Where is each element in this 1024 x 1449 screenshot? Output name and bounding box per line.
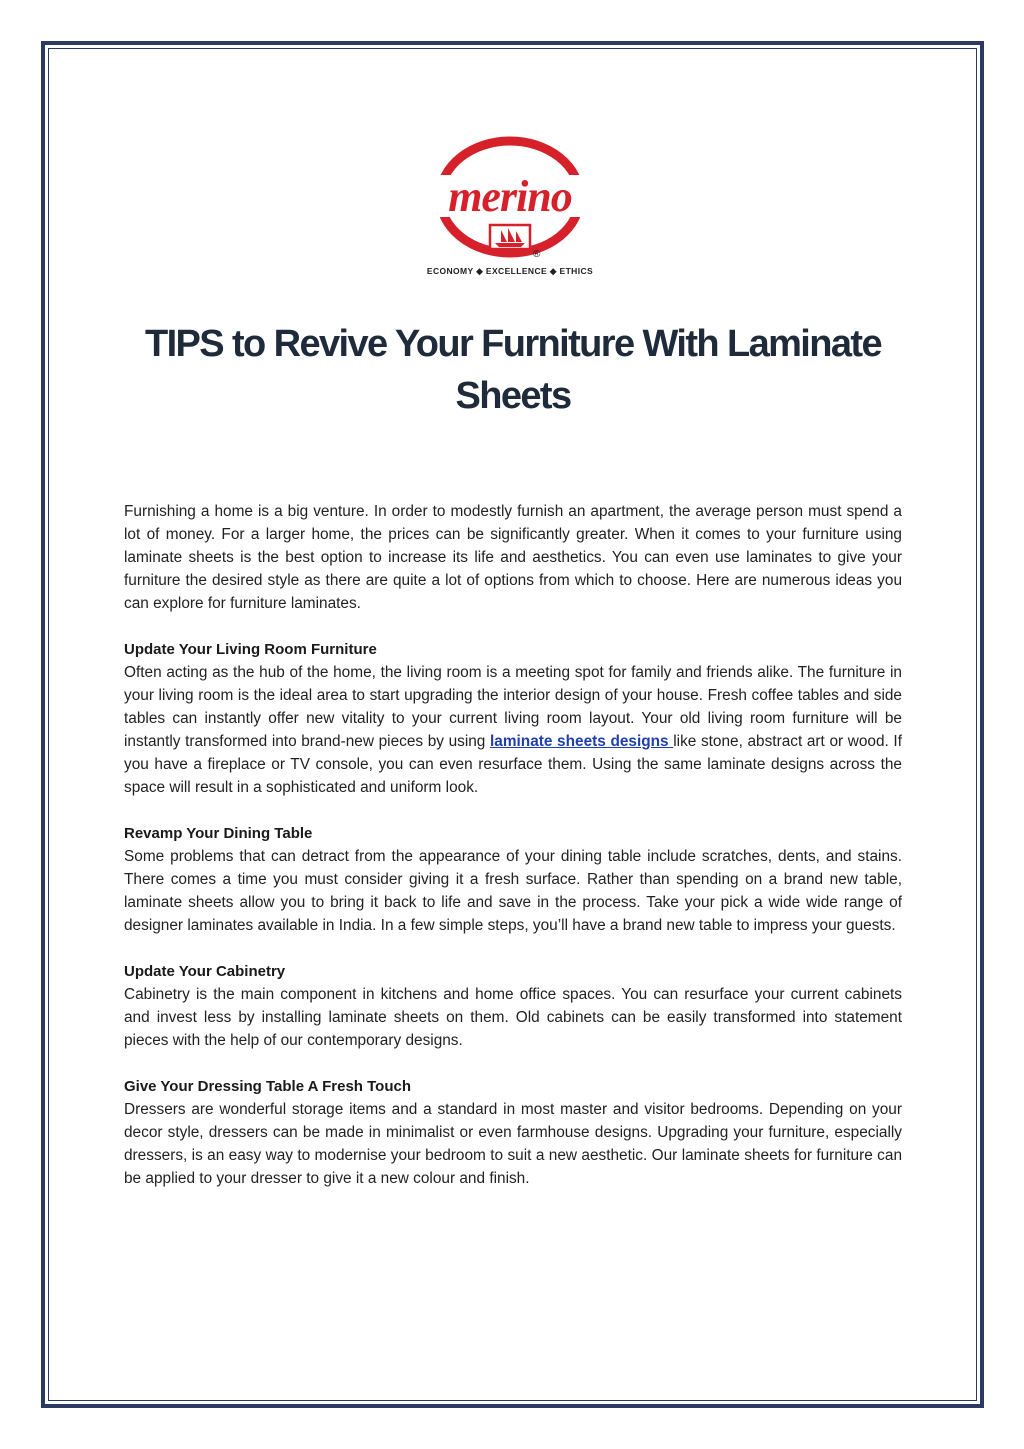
paragraph-text: Often acting as the hub of the home, the living room is a meeting spot for family and friends alike. The furniture in your living room is the ideal area to start upgrading the interior design of your house. Fresh coffee tables and side tables can instantly offer new vitality to your current living room layout. Your old living room furniture will be instantly transformed into brand-new pieces by using xyxy=(124,664,902,750)
merino-logo xyxy=(405,135,615,285)
section-heading: Revamp Your Dining Table xyxy=(124,825,313,842)
laminate-sheets-designs-link[interactable]: laminate sheets designs xyxy=(490,733,674,750)
registered-mark: ® xyxy=(533,249,541,260)
logo-wordmark: merino xyxy=(448,172,572,221)
section-paragraph: Cabinetry is the main component in kitchens and home office spaces. You can resurface your current cabinets and invest less by installing laminate sheets on them. Old cabinets can be easily transformed into statement pieces with the help of our contemporary designs. xyxy=(124,986,902,1049)
section-living-room xyxy=(124,638,902,799)
logo-tagline: ECONOMY ◆ EXCELLENCE ◆ ETHICS xyxy=(426,266,594,276)
section-paragraph: Dressers are wonderful storage items and a standard in most master and visitor bedrooms. Depending on your decor style, dressers can be made in minimalist or even farmhouse designs. Upgrading your furniture, especially dressers, is an easy way to modernise your bedroom to suit a new aesthetic. Our laminate sheets for furniture can be applied to your dresser to give it a new colour and finish. xyxy=(124,1101,902,1187)
section-dining-table xyxy=(124,822,902,937)
section-heading: Update Your Living Room Furniture xyxy=(124,641,377,658)
intro-paragraph: Furnishing a home is a big venture. In order to modestly furnish an apartment, the average person must spend a lot of money. For a larger home, the prices can be significantly greater. When it comes to your furniture using laminate sheets is the best option to increase its life and aesthetics. You can even use laminates to give your furniture the desired style as there are quite a lot of options from which to choose. Here are numerous ideas you can explore for furniture laminates. xyxy=(124,503,902,612)
section-cabinetry xyxy=(124,960,902,1052)
page-title: TIPS to Revive Your Furniture With Laminate Sheets xyxy=(144,323,881,417)
section-heading: Give Your Dressing Table A Fresh Touch xyxy=(124,1078,412,1095)
section-dressing-table xyxy=(124,1075,902,1190)
section-paragraph: Some problems that can detract from the appearance of your dining table include scratches, dents, and stains. There comes a time you must consider giving it a fresh surface. Rather than spending on a brand new table, laminate sheets allow you to bring it back to life and save in the process. Take your pick a wide wide range of designer laminates available in India. In a few simple steps, you’ll have a brand new table to impress your guests. xyxy=(124,848,902,934)
article-body xyxy=(124,500,902,1190)
section-heading: Update Your Cabinetry xyxy=(124,963,286,980)
paragraph-text: like stone, abstract art or wood. If you have a fireplace or TV console, you can even resurface them. Using the same laminate designs across the space will result in a sophisticated and uniform look. xyxy=(124,733,902,796)
section-paragraph xyxy=(124,661,902,799)
